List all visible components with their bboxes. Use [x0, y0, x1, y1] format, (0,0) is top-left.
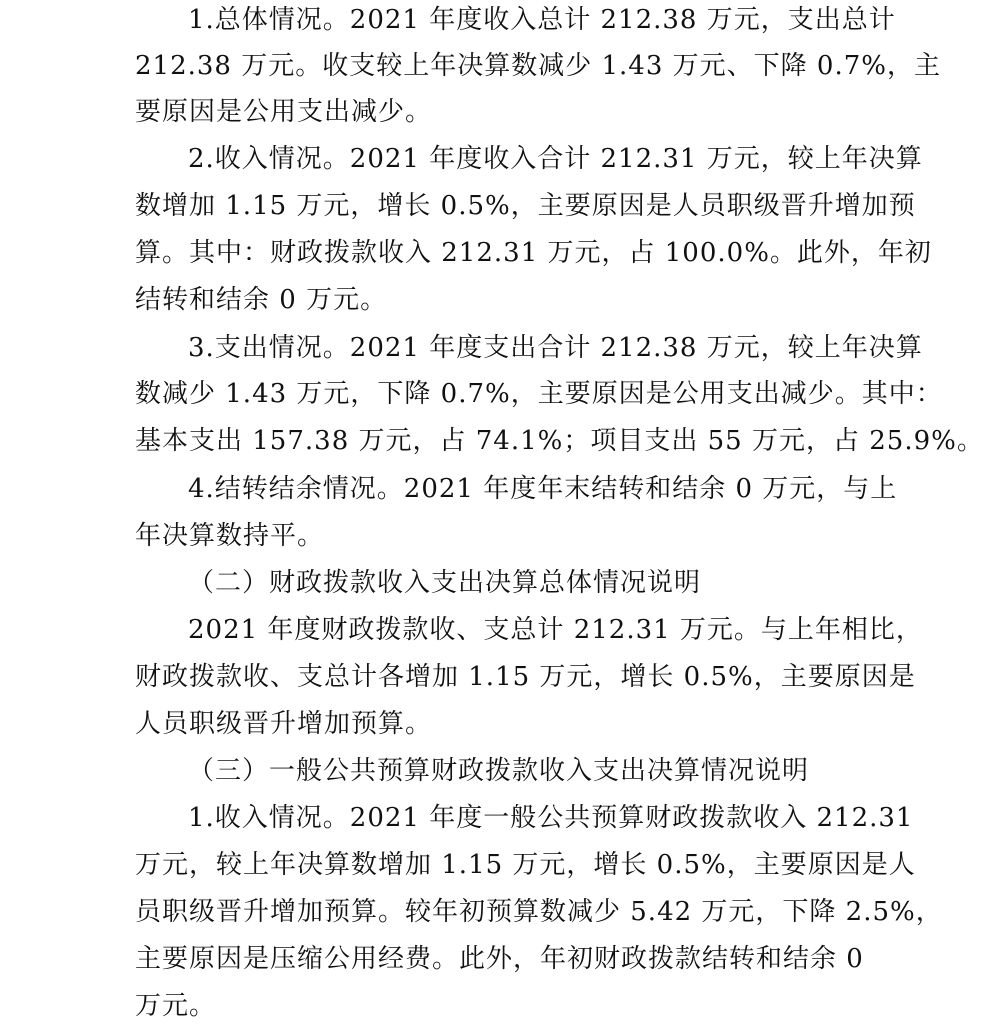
paragraph-line: 数减少 1.43 万元，下降 0.7%，主要原因是公用支出减少。其中： — [135, 379, 943, 409]
paragraph-line: 万元，较上年决算数增加 1.15 万元，增长 0.5%，主要原因是人 — [135, 850, 916, 880]
section-heading: （二）财政拨款收入支出决算总体情况说明 — [188, 568, 702, 598]
paragraph-line: 主要原因是压缩公用经费。此外，年初财政拨款结转和结余 0 — [135, 944, 864, 974]
paragraph-line: 万元。 — [135, 991, 217, 1021]
paragraph-line: 结转和结余 0 万元。 — [135, 285, 388, 315]
paragraph-line: 数增加 1.15 万元，增长 0.5%，主要原因是人员职级晋升增加预 — [135, 191, 916, 221]
paragraph-line: 人员职级晋升增加预算。 — [135, 709, 433, 739]
paragraph-line: 基本支出 157.38 万元，占 74.1%；项目支出 55 万元，占 25.9%。 — [135, 426, 984, 456]
paragraph-line: 4.结转结余情况。2021 年度年末结转和结余 0 万元，与上 — [188, 474, 898, 504]
paragraph-line: 算。其中：财政拨款收入 212.31 万元，占 100.0%。此外，年初 — [135, 238, 932, 268]
paragraph-line: 2.收入情况。2021 年度收入合计 212.31 万元，较上年决算 — [188, 144, 923, 174]
paragraph-line: 要原因是公用支出减少。 — [135, 97, 433, 127]
paragraph-line: 年决算数持平。 — [135, 521, 325, 551]
paragraph-line: 财政拨款收、支总计各增加 1.15 万元，增长 0.5%，主要原因是 — [135, 662, 916, 692]
paragraph-line: 3.支出情况。2021 年度支出合计 212.38 万元，较上年决算 — [188, 333, 923, 363]
paragraph-line: 1.总体情况。2021 年度收入总计 212.38 万元，支出总计 — [188, 5, 896, 35]
paragraph-line: 212.38 万元。收支较上年决算数减少 1.43 万元、下降 0.7%，主 — [135, 51, 941, 81]
paragraph-line: 1.收入情况。2021 年度一般公共预算财政拨款收入 212.31 — [188, 803, 914, 833]
section-heading: （三）一般公共预算财政拨款收入支出决算情况说明 — [188, 756, 810, 786]
paragraph-line: 员职级晋升增加预算。较年初预算数减少 5.42 万元，下降 2.5%， — [135, 897, 943, 927]
paragraph-line: 2021 年度财政拨款收、支总计 212.31 万元。与上年相比， — [188, 615, 923, 645]
